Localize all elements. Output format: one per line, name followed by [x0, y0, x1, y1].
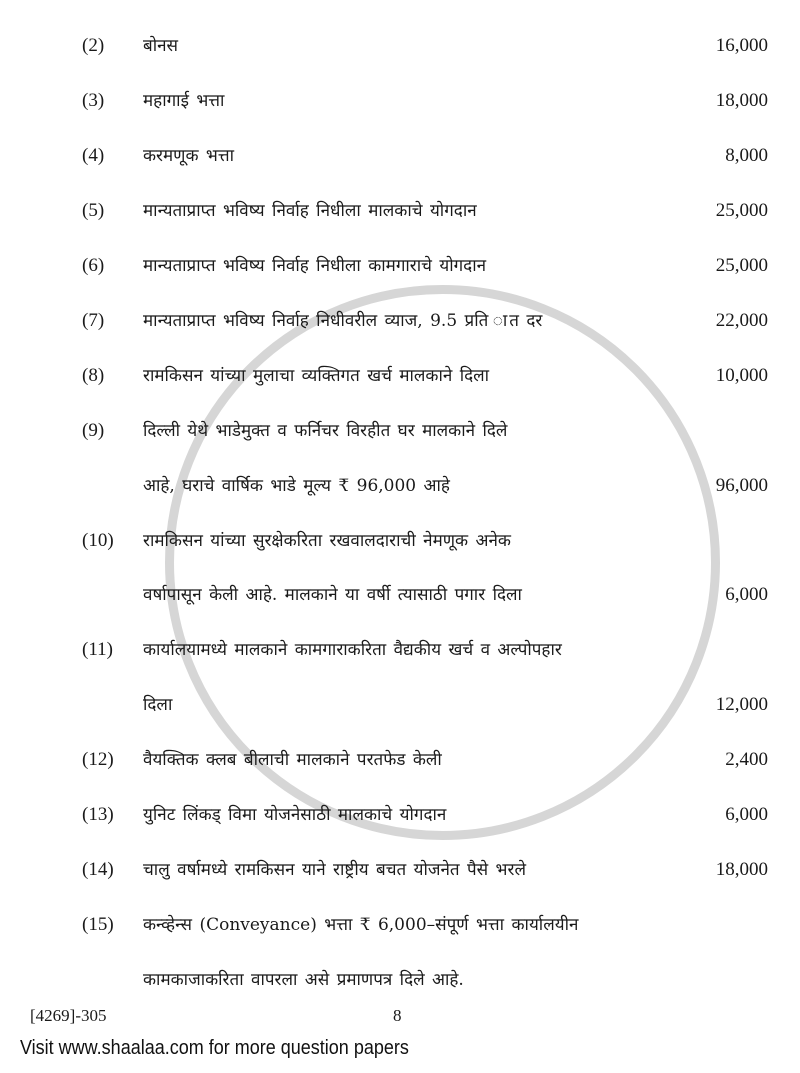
paper-code: [4269]-305: [30, 1006, 107, 1025]
item-number: (13): [82, 804, 114, 825]
item-number: (5): [82, 200, 105, 221]
item-number: (3): [82, 90, 105, 111]
item-amount: 6,000: [725, 804, 768, 825]
item-amount: 16,000: [715, 35, 768, 56]
item-number: (7): [82, 310, 105, 331]
item-text: मान्यताप्राप्त भविष्य निर्वाह निधीला मालकाचे योगदान: [143, 201, 477, 221]
list-item: [0, 418, 800, 446]
item-text: आहे, घराचे वार्षिक भाडे मूल्य ₹ 96,000 आहे: [143, 476, 450, 496]
page-number: 8: [393, 1006, 402, 1025]
list-item: [0, 308, 800, 336]
item-amount: 96,000: [715, 475, 768, 496]
item-number: (14): [82, 859, 114, 880]
item-text: कामकाजाकरिता वापरला असे प्रमाणपत्र दिले आहे.: [143, 970, 464, 990]
item-number: (8): [82, 365, 105, 386]
item-text: चालु वर्षामध्ये रामकिसन याने राष्ट्रीय बचत योजनेत पैसे भरले: [143, 860, 526, 880]
list-item: [0, 88, 800, 116]
item-amount: 25,000: [715, 200, 768, 221]
list-item-continued: [0, 473, 800, 501]
item-amount: 6,000: [725, 584, 768, 605]
item-text: दिला: [143, 695, 173, 715]
item-amount: 12,000: [715, 694, 768, 715]
item-text: कार्यालयामध्ये मालकाने कामगाराकरिता वैद्यकीय खर्च व अल्पोपहार: [143, 640, 562, 660]
item-amount: 2,400: [725, 749, 768, 770]
list-item: [0, 143, 800, 171]
list-item: [0, 253, 800, 281]
item-amount: 8,000: [725, 145, 768, 166]
item-text: मान्यताप्राप्त भविष्य निर्वाह निधीवरील व्याज, 9.5 प्रति ात दर: [143, 311, 543, 331]
list-item: [0, 33, 800, 61]
item-text: रामकिसन यांच्या मुलाचा व्यक्तिगत खर्च मालकाने दिला: [143, 366, 490, 386]
item-text: करमणूक भत्ता: [143, 146, 235, 166]
list-item-continued: [0, 967, 800, 995]
visit-banner: Visit www.shaalaa.com for more question papers: [20, 1037, 409, 1059]
list-item-continued: [0, 692, 800, 720]
list-item-continued: [0, 582, 800, 610]
item-amount: 10,000: [715, 365, 768, 386]
item-amount: 22,000: [715, 310, 768, 331]
item-number: (15): [82, 914, 114, 935]
item-number: (6): [82, 255, 105, 276]
item-number: (2): [82, 35, 105, 56]
item-text: रामकिसन यांच्या सुरक्षेकरिता रखवालदाराची नेमणूक अनेक: [143, 531, 511, 551]
item-text: युनिट लिंकड् विमा योजनेसाठी मालकाचे योगदान: [143, 805, 447, 825]
list-item: [0, 747, 800, 775]
item-number: (10): [82, 530, 114, 551]
list-item: [0, 802, 800, 830]
item-number: (11): [82, 639, 113, 660]
item-text: बोनस: [143, 36, 179, 56]
item-amount: 25,000: [715, 255, 768, 276]
item-text: वैयक्तिक क्लब बीलाची मालकाने परतफेड केली: [143, 750, 442, 770]
list-item: [0, 637, 800, 665]
item-text: मान्यताप्राप्त भविष्य निर्वाह निधीला कामगाराचे योगदान: [143, 256, 487, 276]
item-number: (12): [82, 749, 114, 770]
item-number: (4): [82, 145, 105, 166]
item-text: वर्षापासून केली आहे. मालकाने या वर्षी त्यासाठी पगार दिला: [143, 585, 522, 605]
list-item: [0, 857, 800, 885]
item-amount: 18,000: [715, 859, 768, 880]
list-item: [0, 528, 800, 556]
item-text: दिल्ली येथे भाडेमुक्त व फर्निचर विरहीत घर मालकाने दिले: [143, 421, 508, 441]
list-item: [0, 198, 800, 226]
list-item: [0, 363, 800, 391]
list-item: [0, 912, 800, 940]
item-text: कन्व्हेन्स (Conveyance) भत्ता ₹ 6,000–संपूर्ण भत्ता कार्यालयीन: [143, 915, 579, 935]
item-text: महागाई भत्ता: [143, 91, 225, 111]
item-amount: 18,000: [715, 90, 768, 111]
item-number: (9): [82, 420, 105, 441]
